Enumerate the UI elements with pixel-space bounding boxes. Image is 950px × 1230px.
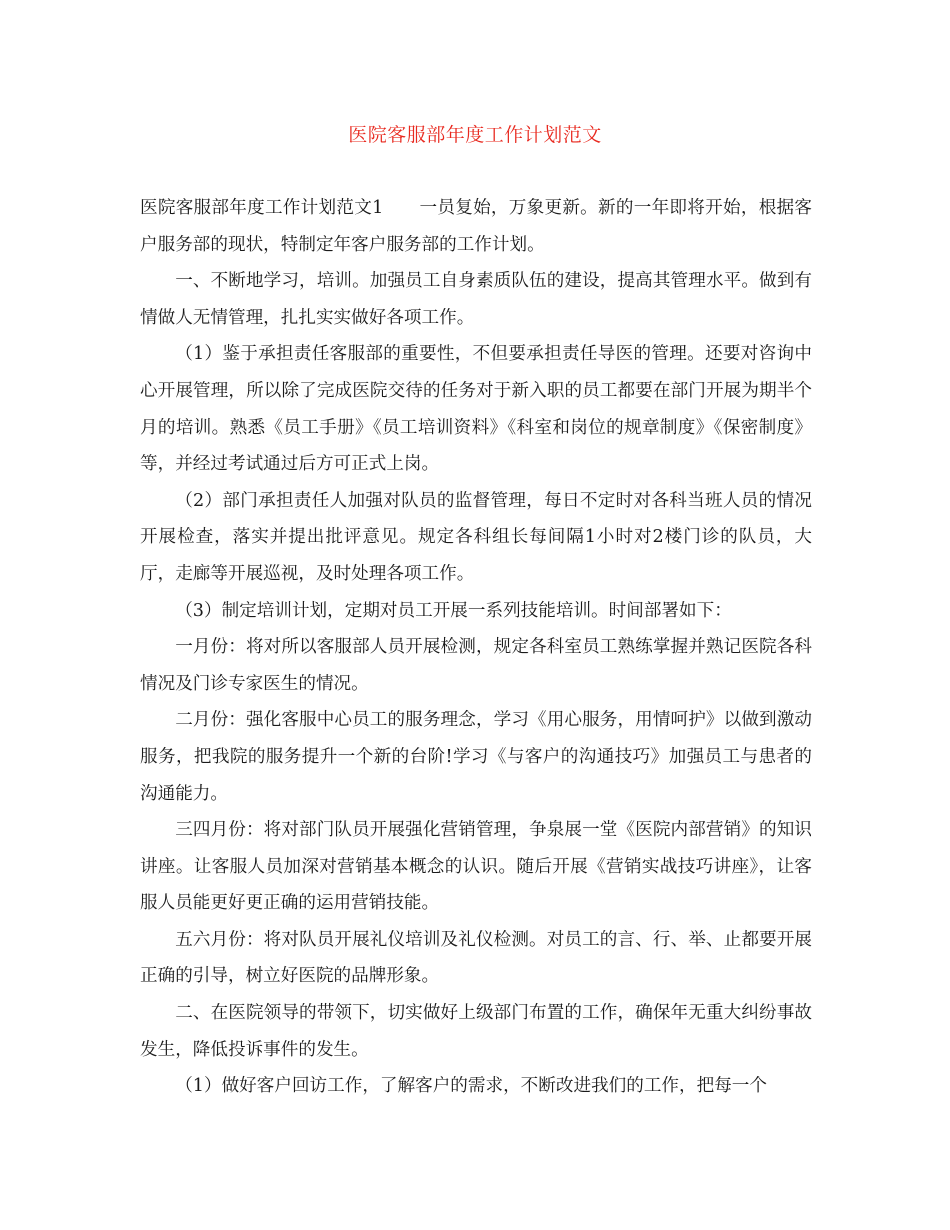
paragraph: （3）制定培训计划，定期对员工开展一系列技能培训。时间部署如下： [175,600,732,621]
paragraph: 一月份：将对所以客服部人员开展检测，规定各科室员工熟练掌握并熟记医院各科情况及门诊专家医生的情况。 [140,637,812,694]
document-body [140,190,812,1105]
paragraph: 二月份：强化客服中心员工的服务理念，学习《用心服务，用情呵护》以做到激动服务，把我院的服务提升一个新的台阶!学习《与客户的沟通技巧》加强员工与患者的沟通能力。 [140,710,812,804]
paragraph: （1）做好客户回访工作，了解客户的需求，不断改进我们的工作，把每一个 [175,1076,767,1097]
paragraph: （1）鉴于承担责任客服部的重要性，不但要承担责任导医的管理。还要对咨询中心开展管理，所以除了完成医院交待的任务对于新入职的员工都要在部门开展为期半个月的培训。熟悉《员工手册》《员工培训资料》《科室和岗位的规章制度》《保密制度》等，并经过考试通过后方可正式上岗。 [140,344,812,475]
opening-paragraph [140,190,812,263]
paragraph: 三四月份：将对部门队员开展强化营销管理，争泉展一堂《医院内部营销》的知识讲座。让客服人员加深对营销基本概念的认识。随后开展《营销实战技巧讲座》，让客服人员能更好更正确的运用营销技能。 [140,820,812,914]
document-title: 医院客服部年度工作计划范文 [348,124,602,146]
paragraph-text: 一员复始，万象更新。新的一年即将开始，根据客户服务部的现状，特制定年客户服务部的工作计划。 [140,198,812,255]
lead-label: 医院客服部年度工作计划范文1 [140,198,384,218]
paragraph: 二、在医院领导的带领下，切实做好上级部门布置的工作，确保年无重大纠纷事故发生，降低投诉事件的发生。 [140,1003,812,1060]
paragraph: 一、不断地学习，培训。加强员工自身素质队伍的建设，提高其管理水平。做到有情做人无情管理，扎扎实实做好各项工作。 [140,271,812,328]
paragraph: （2）部门承担责任人加强对队员的监督管理，每日不定时对各科当班人员的情况开展检查，落实并提出批评意见。规定各科组长每间隔1小时对2楼门诊的队员，大厅，走廊等开展巡视，及时处理各项工作。 [140,490,812,584]
paragraph: 五六月份：将对队员开展礼仪培训及礼仪检测。对员工的言、行、举、止都要开展正确的引导，树立好医院的品牌形象。 [140,929,812,987]
